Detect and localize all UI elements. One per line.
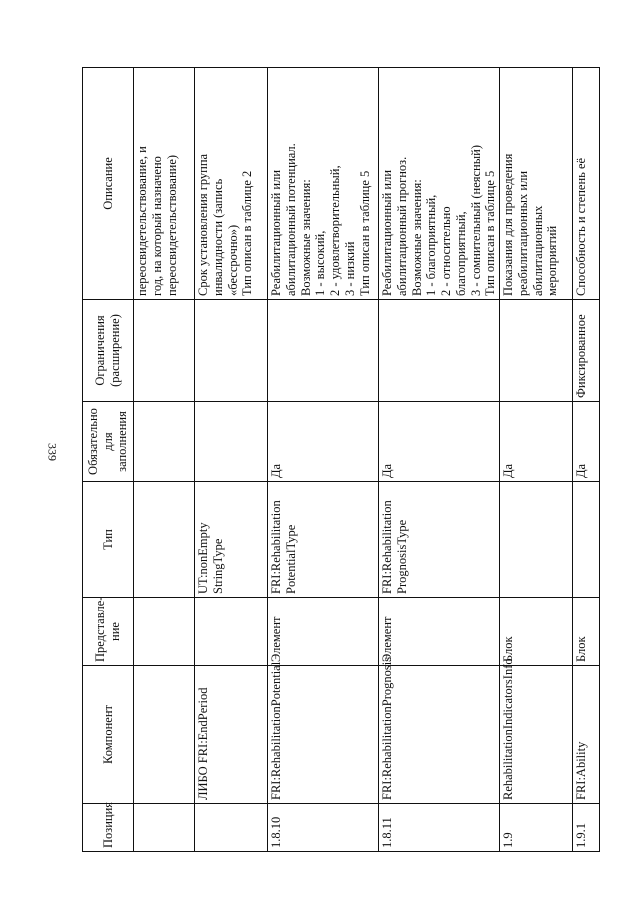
cell-component: FRI:Ability [573, 666, 600, 804]
cell-description: Реабилитационный или абилитационный прогноз. Возможные значения: 1 - благоприятный, 2 - относительно благоприятный, 3 - сомнительный (неясный) Тип описан в таблице 5 [379, 68, 500, 300]
cell-position: 1.9.1 [573, 804, 600, 852]
cell-representation: Элемент [379, 598, 500, 666]
table-row [379, 68, 500, 852]
table-row [195, 68, 268, 852]
cell-description: Реабилитационный или абилитационный потенциал. Возможные значения: 1 - высокий, 2 - удовлетворительный, 3 - низкий Тип описан в таблице 5 [268, 68, 379, 300]
cell-type: UT:nonEmpty StringType [195, 482, 268, 598]
cell-required [134, 402, 195, 482]
table-row [573, 68, 600, 852]
cell-required: Да [268, 402, 379, 482]
cell-position: 1.8.10 [268, 804, 379, 852]
cell-type [573, 482, 600, 598]
cell-description: переосвидетельствование, и год, на который назначено переосвидетельствование) [134, 68, 195, 300]
cell-component [134, 666, 195, 804]
cell-restriction: Фиксированное [573, 300, 600, 402]
cell-type: FRI:Rehabilitation PotentialType [268, 482, 379, 598]
cell-component: RehabilitationIndicatorsInfo [500, 666, 573, 804]
cell-component: FRI:RehabilitationPrognosis [379, 666, 500, 804]
cell-type [500, 482, 573, 598]
header-position: Позиция [83, 804, 134, 852]
cell-representation [195, 598, 268, 666]
table-row [134, 68, 195, 852]
cell-required: Да [500, 402, 573, 482]
cell-description: Срок установления группа инвалидности (запись «бессрочно») Тип описан в таблице 2 [195, 68, 268, 300]
cell-position: 1.9 [500, 804, 573, 852]
cell-required [195, 402, 268, 482]
cell-restriction [379, 300, 500, 402]
cell-type: FRI:Rehabilitation PrognosisType [379, 482, 500, 598]
rotated-table-wrapper [82, 68, 588, 852]
cell-type [134, 482, 195, 598]
cell-component: ЛИБО FRI:EndPeriod [195, 666, 268, 804]
cell-required: Да [573, 402, 600, 482]
cell-representation: Блок [500, 598, 573, 666]
cell-position [134, 804, 195, 852]
cell-representation: Элемент [268, 598, 379, 666]
header-required: Обязательно для заполнения [83, 402, 134, 482]
header-representation: Представле- ние [83, 598, 134, 666]
cell-restriction [268, 300, 379, 402]
header-description: Описание [83, 68, 134, 300]
header-restriction: Ограничения (расширение) [83, 300, 134, 402]
page-number: 339 [45, 443, 60, 461]
cell-position [195, 804, 268, 852]
spec-table [82, 67, 600, 852]
cell-representation: Блок [573, 598, 600, 666]
cell-required: Да [379, 402, 500, 482]
header-component: Компонент [83, 666, 134, 804]
header-type: Тип [83, 482, 134, 598]
cell-position: 1.8.11 [379, 804, 500, 852]
table-row [500, 68, 573, 852]
cell-description: Способность и степень её [573, 68, 600, 300]
cell-restriction [134, 300, 195, 402]
table-header-row [83, 68, 134, 852]
cell-restriction [195, 300, 268, 402]
table-row [268, 68, 379, 852]
cell-description: Показания для проведения реабилитационных или абилитационных мероприятий [500, 68, 573, 300]
cell-restriction [500, 300, 573, 402]
cell-component: FRI:RehabilitationPotential [268, 666, 379, 804]
cell-representation [134, 598, 195, 666]
